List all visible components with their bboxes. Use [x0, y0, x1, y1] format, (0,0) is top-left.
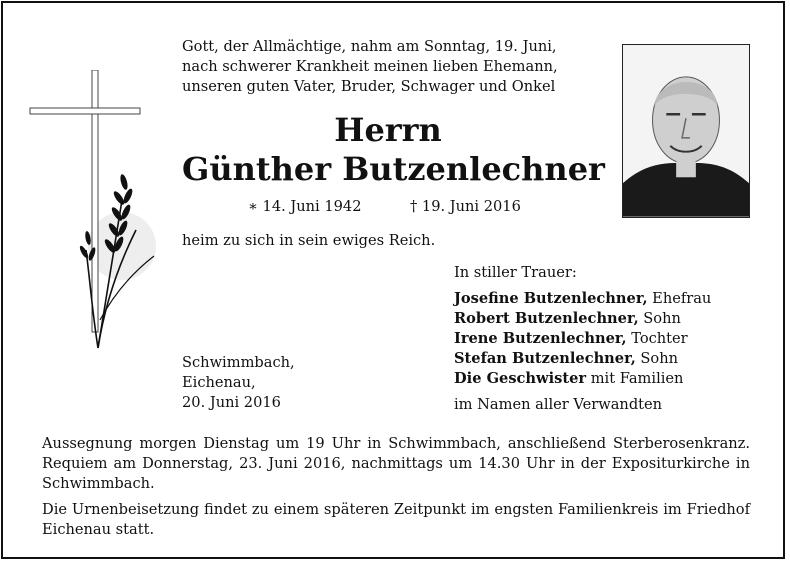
salutation: Herrn — [334, 111, 442, 149]
mourner-name: Die Geschwister — [454, 370, 587, 387]
mourner-row — [454, 290, 711, 310]
intro-line: unseren guten Vater, Bruder, Schwager und Onkel — [182, 78, 556, 95]
mourner-relation: Sohn — [635, 350, 679, 367]
deceased-name: Günther Butzenlechner — [182, 150, 605, 188]
mourner-relation: Ehefrau — [647, 290, 712, 307]
closing-line: heim zu sich in sein ewiges Reich. — [182, 232, 436, 249]
mourner-row — [454, 310, 711, 330]
mourner-name: Robert Butzenlechner, — [454, 310, 639, 327]
death-date: † 19. Juni 2016 — [410, 198, 521, 215]
mourner-relation: Tochter — [626, 330, 688, 347]
urn-burial-details: Die Urnenbeisetzung findet zu einem späteren Zeitpunkt im engsten Familienkreis im Friedhof Eichenau statt. — [42, 501, 750, 538]
place-line: Schwimmbach, — [182, 354, 295, 371]
intro-text — [182, 38, 558, 98]
mourning-heading: In stiller Trauer: — [454, 264, 577, 281]
mourner-name: Stefan Butzenlechner, — [454, 350, 636, 367]
mourner-row — [454, 350, 711, 370]
mourner-relation: mit Familien — [586, 370, 684, 387]
birth-date: ∗ 14. Juni 1942 — [248, 198, 362, 215]
mourner-row — [454, 370, 711, 390]
cross-with-wheat-icon — [26, 70, 168, 360]
mourner-row — [454, 330, 711, 350]
mourner-relation: Sohn — [638, 310, 681, 327]
intro-line: nach schwerer Krankheit meinen lieben Ehemann, — [182, 58, 558, 75]
mourner-name: Josefine Butzenlechner, — [454, 290, 648, 307]
place-line: Eichenau, — [182, 374, 256, 391]
funeral-details: Aussegnung morgen Dienstag um 19 Uhr in Schwimmbach, anschließend Sterberosenkranz. Requiem am Donnerstag, 23. Juni 2016, nachmittags um 14.30 Uhr in der Expositurkirche in Schwimmbach. — [42, 435, 750, 492]
mourners-list — [454, 290, 711, 390]
mourner-name: Irene Butzenlechner, — [454, 330, 627, 347]
relatives-line: im Namen aller Verwandten — [454, 396, 663, 413]
place-date-block — [182, 354, 295, 414]
intro-line: Gott, der Allmächtige, nahm am Sonntag, 19. Juni, — [182, 38, 557, 55]
place-line: 20. Juni 2016 — [182, 394, 281, 411]
portrait-photo — [622, 44, 750, 218]
